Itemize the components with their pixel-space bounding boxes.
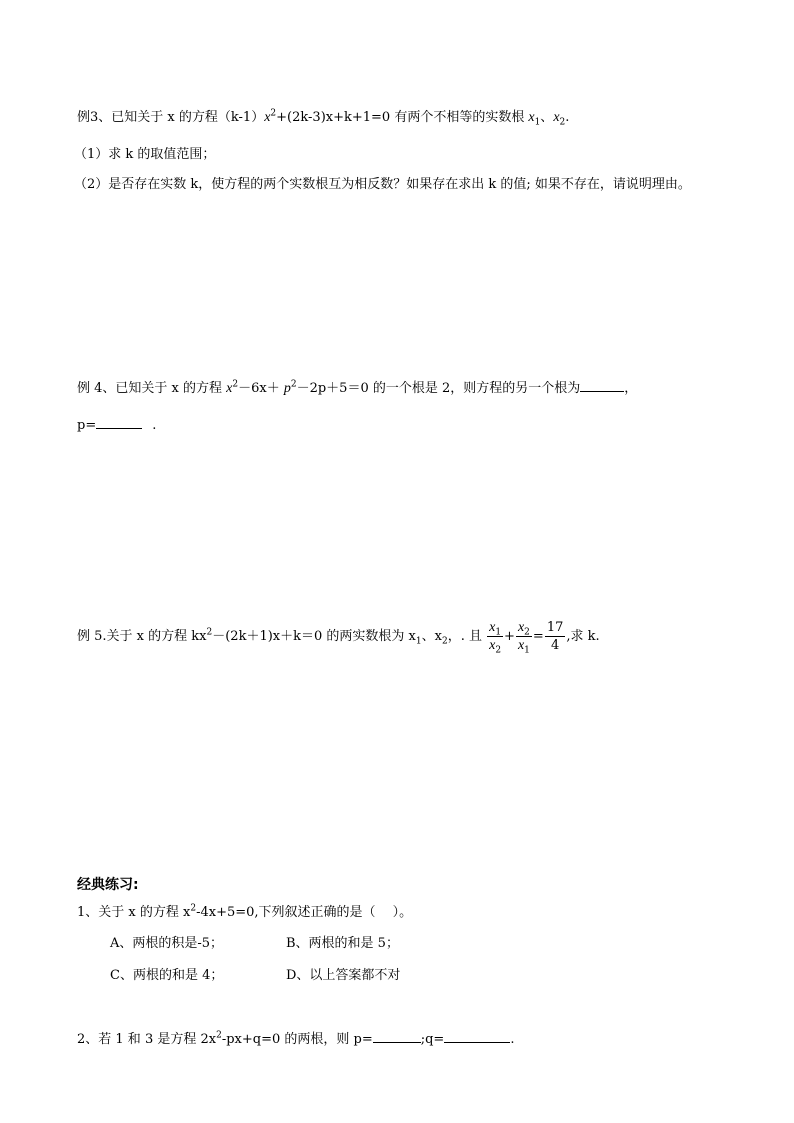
subscript-2: 2: [441, 636, 448, 647]
var-x: x: [264, 110, 271, 125]
subscript-1: 1: [415, 636, 422, 647]
q2-stem-b: -px+q=0 的两根，则 p=: [221, 1032, 373, 1047]
example-3-text-b: +(2k-3)x+k+1=0 有两个不相等的实数根: [276, 110, 525, 125]
example-5-statement: [77, 617, 600, 657]
var-x2: x: [553, 110, 560, 125]
exponent: 2: [270, 108, 277, 119]
example-3-statement: [77, 109, 569, 127]
var-p: p: [283, 381, 291, 396]
exponent: 2: [232, 379, 239, 390]
fraction-x2-over-x1: $\frac{x_2}{x_1}$: [517, 620, 530, 656]
example-3-label: 例3、: [77, 110, 112, 125]
example-4-statement: [77, 379, 637, 398]
example-5-text-c: ，. 且: [447, 629, 482, 644]
practice-heading: 经典练习:: [77, 877, 139, 893]
exponent: 2: [216, 1030, 222, 1041]
example-5-text-b: －(2k＋1)x＋k＝0 的两实数根为 x: [212, 629, 416, 644]
answer-blank-p[interactable]: [373, 1030, 421, 1043]
exponent: 2: [206, 627, 213, 638]
q1-option-b[interactable]: B、两根的和是 5；: [286, 936, 399, 951]
plus-sign: +: [504, 629, 515, 644]
practice-question-2: [77, 1030, 514, 1049]
answer-blank-root[interactable]: [580, 379, 624, 392]
example-5-text-a: 关于 x 的方程 kx: [106, 629, 207, 644]
q1-option-d[interactable]: D、以上答案都不对: [286, 968, 401, 983]
example-5-text-d: ,求 k.: [566, 629, 600, 644]
fraction-x1-over-x2: $\frac{x_1}{x_2}$: [489, 620, 502, 656]
exponent: 2: [190, 903, 197, 914]
example-4-p-line: [77, 416, 156, 435]
separator: 、x: [421, 629, 442, 644]
example-5-label: 例 5.: [77, 629, 107, 644]
example-4-label: 例 4、: [77, 381, 116, 396]
equals-sign: =: [532, 629, 544, 644]
example-4-mid: －6x＋: [238, 381, 280, 396]
p-label: p=: [77, 418, 97, 433]
answer-blank-p[interactable]: [96, 416, 142, 429]
example-4-text-a: 已知关于 x 的方程: [115, 381, 223, 396]
example-3-question-2: （2）是否存在实数 k，使方程的两个实数根互为相反数？如果存在求出 k 的值; 如果不存在，请说明理由。: [74, 177, 691, 192]
subscript-2: 2: [559, 117, 566, 128]
separator: 、: [540, 110, 554, 125]
comma: ，: [624, 381, 638, 396]
fraction-17-over-4: $\frac{17}{4}$: [546, 620, 564, 653]
q1-stem-a: 1、关于 x 的方程 x: [77, 905, 191, 920]
var-x1: x: [528, 110, 535, 125]
var-x: x: [226, 381, 233, 396]
answer-blank-q[interactable]: [444, 1030, 510, 1043]
period: .: [565, 110, 570, 125]
subscript-1: 1: [534, 117, 541, 128]
q1-option-a[interactable]: A、两根的积是-5；: [110, 936, 224, 951]
q1-stem-b: -4x+5=0,下列叙述正确的是（ ）。: [196, 905, 413, 920]
q2-stem-a: 2、若 1 和 3 是方程 2x: [77, 1032, 217, 1047]
period: .: [510, 1032, 515, 1047]
example-4-text-b: －2p＋5＝0 的一个根是 2，则方程的另一个根为: [296, 381, 581, 396]
example-3-question-1: （1）求 k 的取值范围；: [74, 147, 216, 162]
exponent: 2: [290, 379, 297, 390]
example-3-text-a: 已知关于 x 的方程（k-1）: [111, 110, 265, 125]
practice-question-1: [77, 904, 412, 922]
q1-option-c[interactable]: C、两根的和是 4；: [110, 968, 224, 983]
period: .: [152, 418, 157, 433]
q2-mid: ;q=: [420, 1032, 445, 1047]
